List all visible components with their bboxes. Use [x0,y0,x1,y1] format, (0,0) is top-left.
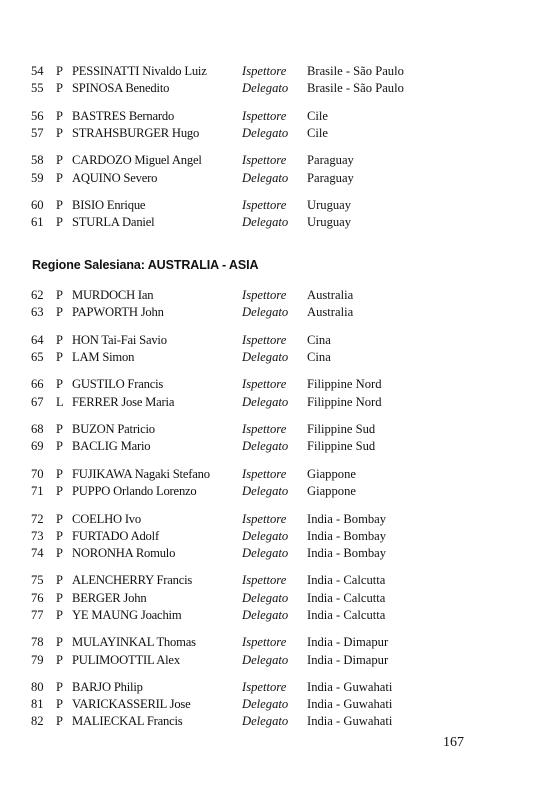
entry-place: Paraguay [307,153,354,168]
entry-number: 57 [31,125,44,140]
entry-role: Delegato [242,484,289,498]
entry-place: Australia [307,305,354,320]
entry-category: P [56,652,64,667]
entry-name: BARJO Philip [72,680,143,694]
entry-name: LAM Simon [72,349,135,364]
entry-place: India - Bombay [307,528,387,543]
entry-role: Delegato [242,170,289,185]
entry-name: GUSTILO Francis [72,377,164,392]
entry-category: P [56,511,64,526]
entry-place: Giappone [307,466,356,481]
entry-place: Cile [307,108,328,123]
entry-category: P [56,573,64,588]
entry-category: P [56,714,64,729]
entry-name: PUPPO Orlando Lorenzo [72,484,197,498]
entry-name: PESSINATTI Nivaldo Luiz [72,64,207,78]
entry-name: CARDOZO Miguel Angel [72,153,202,168]
entry-name: BASTRES Bernardo [72,108,175,123]
entry-name: FUJIKAWA Nagaki Stefano [72,466,210,481]
entry-place: Giappone [307,484,356,498]
entry-number: 80 [31,680,44,694]
entry-number: 71 [31,484,44,498]
entry-place: India - Calcutta [307,590,386,605]
entry-role: Ispettore [242,64,287,78]
entry-place: Uruguay [307,198,352,213]
entry-role: Delegato [242,439,289,454]
entry-category: P [56,349,64,364]
entry-place: India - Dimapur [307,635,389,650]
entry-number: 66 [31,377,44,392]
entry-place: Cina [307,332,331,347]
entry-category: P [56,377,64,392]
entry-name: STRAHSBURGER Hugo [72,125,200,140]
entry-number: 54 [31,64,44,78]
entry-category: P [56,305,64,320]
entry-name: MURDOCH Ian [72,288,154,302]
entry-category: L [56,394,64,409]
entry-name: BISIO Enrique [72,198,146,213]
entry-place: India - Guwahati [307,697,393,712]
entry-category: P [56,680,64,694]
entry-role: Delegato [242,607,289,622]
entry-number: 82 [31,714,44,729]
entry-place: Filippine Sud [307,439,376,454]
entry-role: Delegato [242,394,289,409]
entry-number: 77 [31,607,44,622]
entry-number: 73 [31,528,44,543]
entry-name: ALENCHERRY Francis [72,573,193,588]
entry-role: Delegato [242,305,289,320]
entry-name: BACLIG Mario [72,439,151,454]
entry-role: Delegato [242,528,289,543]
entry-number: 79 [31,652,44,667]
region-heading: Regione Salesiana: AUSTRALIA - ASIA [32,258,259,272]
entry-role: Delegato [242,590,289,605]
entry-name: FURTADO Adolf [72,528,159,543]
entry-category: P [56,108,64,123]
entry-role: Ispettore [242,573,287,588]
entry-role: Ispettore [242,153,287,168]
entry-role: Ispettore [242,198,287,213]
entry-name: PAPWORTH John [72,305,164,320]
entry-number: 68 [31,422,44,437]
entry-number: 55 [31,81,44,96]
entry-role: Delegato [242,545,289,560]
entry-category: P [56,153,64,168]
entry-name: PULIMOOTTIL Alex [72,652,180,667]
entry-number: 64 [31,332,44,347]
entry-role: Delegato [242,697,289,712]
entry-place: Paraguay [307,170,354,185]
entry-category: P [56,215,64,230]
entry-place: Brasile - São Paulo [307,81,404,96]
entry-name: STURLA Daniel [72,215,155,230]
entry-place: Uruguay [307,215,352,230]
entry-role: Ispettore [242,332,287,347]
entry-name: AQUINO Severo [72,170,158,185]
entry-name: MULAYINKAL Thomas [72,635,196,650]
entry-name: NORONHA Romulo [72,545,176,560]
entry-role: Delegato [242,652,289,667]
entry-role: Ispettore [242,422,287,437]
entry-place: Cile [307,125,328,140]
entry-category: P [56,332,64,347]
entry-category: P [56,697,64,712]
entry-number: 63 [31,305,44,320]
entry-place: India - Bombay [307,545,387,560]
entry-number: 75 [31,573,44,588]
entry-place: Australia [307,288,354,302]
entry-role: Delegato [242,125,289,140]
entry-number: 58 [31,153,44,168]
entry-place: Filippine Nord [307,394,382,409]
entry-category: P [56,125,64,140]
entry-place: Brasile - São Paulo [307,64,404,78]
entry-number: 59 [31,170,44,185]
entry-name: COELHO Ivo [72,511,142,526]
entry-name: MALIECKAL Francis [72,714,183,729]
entry-role: Delegato [242,81,289,96]
page-number: 167 [443,735,464,750]
entry-place: Cina [307,349,331,364]
entry-category: P [56,81,64,96]
entry-number: 81 [31,697,44,712]
entry-name: BUZON Patricio [72,422,155,437]
entry-role: Ispettore [242,466,287,481]
entry-number: 74 [31,545,44,560]
entry-role: Delegato [242,714,289,729]
entry-category: P [56,439,64,454]
entry-number: 60 [31,198,44,213]
entry-number: 76 [31,590,44,605]
entry-name: YE MAUNG Joachim [72,607,182,622]
entry-name: VARICKASSERIL Jose [72,697,191,712]
entry-role: Delegato [242,215,289,230]
entry-place: Filippine Nord [307,377,382,392]
entry-category: P [56,170,64,185]
entry-number: 78 [31,635,44,650]
entry-number: 72 [31,511,44,526]
entry-number: 70 [31,466,44,481]
entry-category: P [56,635,64,650]
entry-category: P [56,545,64,560]
entry-name: HON Tai-Fai Savio [72,332,167,347]
entry-place: India - Dimapur [307,652,389,667]
entry-name: FERRER Jose Maria [72,394,175,409]
entry-category: P [56,288,64,302]
entry-role: Ispettore [242,377,287,392]
entry-category: P [56,528,64,543]
entry-place: India - Calcutta [307,607,386,622]
entry-role: Ispettore [242,680,287,694]
entry-role: Ispettore [242,108,287,123]
entry-place: India - Guwahati [307,714,393,729]
entry-name: BERGER John [72,590,147,605]
entry-number: 61 [31,215,44,230]
entry-role: Ispettore [242,288,287,302]
entry-name: SPINOSA Benedito [72,81,170,96]
entry-number: 65 [31,349,44,364]
entry-number: 67 [31,394,44,409]
entry-place: India - Guwahati [307,680,393,694]
entry-role: Delegato [242,349,289,364]
entry-category: P [56,422,64,437]
entry-role: Ispettore [242,635,287,650]
entry-category: P [56,466,64,481]
entry-number: 56 [31,108,44,123]
entry-place: India - Calcutta [307,573,386,588]
entry-category: P [56,64,64,78]
entry-category: P [56,607,64,622]
entry-role: Ispettore [242,511,287,526]
entry-number: 62 [31,288,44,302]
entry-place: India - Bombay [307,511,387,526]
entry-category: P [56,590,64,605]
entry-place: Filippine Sud [307,422,376,437]
entry-category: P [56,484,64,498]
entry-number: 69 [31,439,44,454]
entry-category: P [56,198,64,213]
